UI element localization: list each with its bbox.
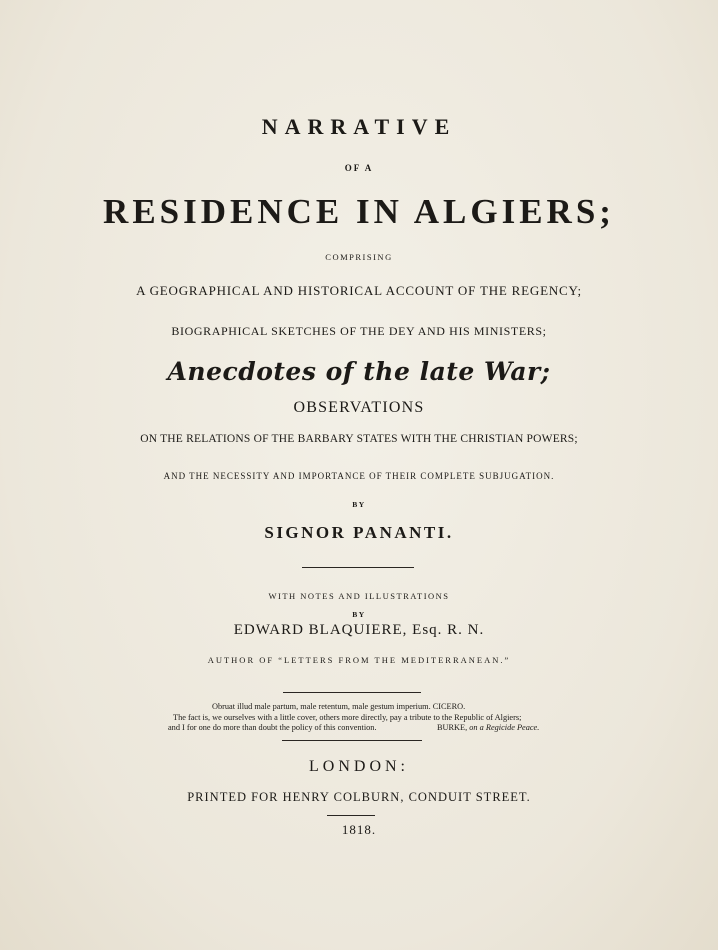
imprint-place: LONDON: — [309, 758, 409, 775]
biographical-line: BIOGRAPHICAL SKETCHES OF THE DEY AND HIS MINISTERS; — [171, 324, 547, 338]
divider-2 — [283, 692, 421, 693]
title-residence: RESIDENCE IN ALGIERS; — [103, 192, 615, 231]
necessity-line: AND THE NECESSITY AND IMPORTANCE OF THEIR COMPLETE SUBJUGATION. — [163, 471, 555, 481]
notes-label: WITH NOTES AND ILLUSTRATIONS — [268, 591, 450, 601]
comprising-label: COMPRISING — [325, 252, 393, 262]
geographical-line: A GEOGRAPHICAL AND HISTORICAL ACCOUNT OF THE REGENCY; — [136, 283, 582, 298]
author-name: SIGNOR PANANTI. — [264, 523, 454, 542]
attribution-work: on a Regicide Peace. — [469, 723, 540, 732]
relations-line: ON THE RELATIONS OF THE BARBARY STATES WITH THE CHRISTIAN POWERS; — [140, 433, 578, 445]
editor-name: EDWARD BLAQUIERE, Esq. R. N. — [233, 622, 485, 638]
by-label: BY — [352, 500, 366, 509]
imprint-printer: PRINTED FOR HENRY COLBURN, CONDUIT STREET. — [187, 790, 531, 804]
imprint-year: 1818. — [341, 822, 377, 837]
by-label-2: BY — [352, 610, 366, 619]
divider-1 — [302, 567, 414, 568]
observations-heading: OBSERVATIONS — [293, 399, 425, 416]
title-narrative: NARRATIVE — [261, 114, 457, 139]
title-of-a: OF A — [344, 163, 374, 173]
epigraph-line-3: and I for one do more than doubt the policy of this convention. — [168, 723, 377, 732]
epigraph-line-2: The fact is, we ourselves with a little cover, others more directly, pay a tribute to the Republic of Algiers; — [173, 713, 522, 722]
anecdotes-line: Anecdotes of the late War; — [167, 357, 551, 386]
divider-4 — [327, 815, 375, 816]
divider-3 — [282, 740, 422, 741]
epigraph-attribution — [437, 723, 539, 732]
epigraph-line-1: Obruat illud male partum, male retentum, male gestum imperium. CICERO. — [212, 702, 466, 711]
editor-credential: AUTHOR OF “LETTERS FROM THE MEDITERRANEAN.” — [207, 655, 511, 665]
attribution-name: BURKE, — [437, 723, 468, 732]
